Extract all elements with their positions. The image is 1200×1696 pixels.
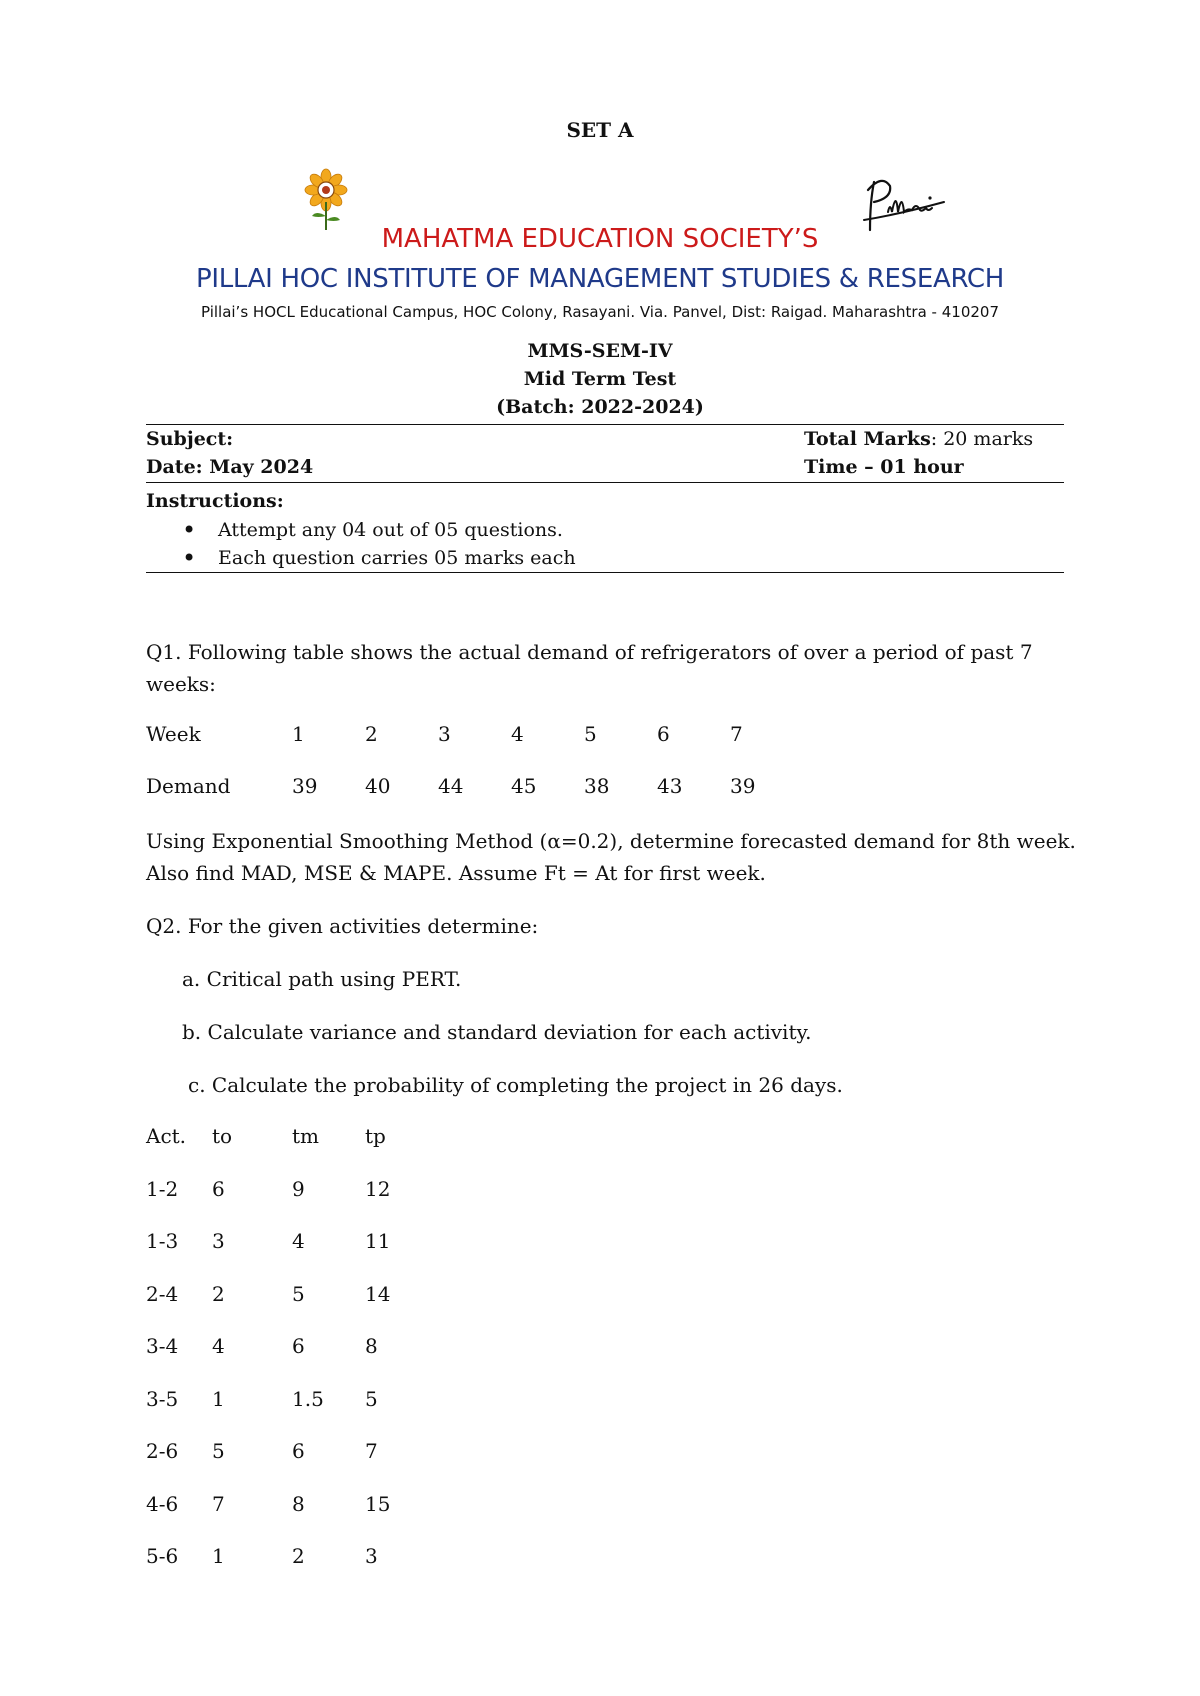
set-label: SET A bbox=[566, 118, 634, 142]
activity-cell: 2-6 bbox=[146, 1439, 179, 1463]
activity-cell: 6 bbox=[292, 1439, 305, 1463]
q2-part-a: a. Critical path using PERT. bbox=[182, 967, 462, 991]
week-cell: 1 bbox=[292, 722, 305, 746]
q1-text-line2: weeks: bbox=[146, 672, 216, 696]
demand-cell: 43 bbox=[657, 774, 683, 798]
total-marks-value: : 20 marks bbox=[930, 428, 1034, 450]
q2-part-b: b. Calculate variance and standard deviation for each activity. bbox=[182, 1020, 812, 1044]
subject-label: Subject: bbox=[146, 428, 234, 450]
activity-cell: 1 bbox=[212, 1386, 225, 1411]
activity-cell: 2 bbox=[292, 1544, 305, 1568]
activity-cell: 5 bbox=[212, 1439, 225, 1463]
demand-cell: 39 bbox=[292, 774, 318, 798]
header-top-rule bbox=[146, 424, 1064, 425]
activity-column-header: tm bbox=[292, 1124, 320, 1148]
instructions-list bbox=[146, 516, 576, 572]
activity-column-header: tp bbox=[365, 1124, 386, 1148]
activity-cell: 5-6 bbox=[146, 1544, 179, 1568]
instruction-item: • Each question carries 05 marks each bbox=[146, 544, 576, 572]
q2-part-c: c. Calculate the probability of completing the project in 26 days. bbox=[188, 1073, 843, 1097]
q1-text-line1: Q1. Following table shows the actual demand of refrigerators of over a period of past 7 bbox=[146, 640, 1033, 664]
total-marks bbox=[804, 428, 1033, 450]
activity-column-header: Act. bbox=[146, 1124, 187, 1148]
week-cell: 4 bbox=[511, 722, 524, 746]
activity-cell: 5 bbox=[365, 1386, 378, 1411]
demand-cell: 38 bbox=[584, 774, 610, 798]
q1-instruction-line2: Also find MAD, MSE & MAPE. Assume Ft = At for first week. bbox=[146, 861, 766, 885]
activity-cell: 8 bbox=[292, 1491, 305, 1516]
demand-cell: 40 bbox=[365, 774, 391, 798]
demand-cell: 44 bbox=[438, 774, 464, 798]
activity-cell: 14 bbox=[365, 1281, 391, 1306]
activity-cell: 3-4 bbox=[146, 1334, 179, 1358]
instruction-item: • Attempt any 04 out of 05 questions. bbox=[146, 516, 576, 544]
time-label: Time – 01 hour bbox=[804, 456, 964, 478]
activity-cell: 9 bbox=[292, 1176, 305, 1201]
demand-cell: 39 bbox=[730, 774, 756, 798]
activity-cell: 11 bbox=[365, 1229, 391, 1253]
activity-cell: 7 bbox=[212, 1491, 225, 1516]
activity-cell: 2 bbox=[212, 1281, 225, 1306]
activity-cell: 4 bbox=[292, 1229, 305, 1253]
q1-row-label: Week bbox=[146, 722, 201, 746]
q1-instruction-line1: Using Exponential Smoothing Method (α=0.2), determine forecasted demand for 8th week. bbox=[146, 829, 1076, 853]
activity-column-header: to bbox=[212, 1124, 233, 1148]
activity-cell: 3-5 bbox=[146, 1386, 179, 1411]
total-marks-label: Total Marks bbox=[804, 428, 931, 450]
activity-cell: 5 bbox=[292, 1281, 305, 1306]
activity-cell: 15 bbox=[365, 1491, 391, 1516]
week-cell: 7 bbox=[730, 722, 743, 746]
activity-cell: 6 bbox=[212, 1176, 225, 1201]
exam-title: Mid Term Test bbox=[523, 368, 677, 390]
batch-label: (Batch: 2022-2024) bbox=[496, 396, 704, 418]
activity-cell: 12 bbox=[365, 1176, 391, 1201]
society-name: MAHATMA EDUCATION SOCIETY’S bbox=[381, 224, 819, 254]
week-cell: 6 bbox=[657, 722, 670, 746]
q2-text: Q2. For the given activities determine: bbox=[146, 914, 539, 938]
activity-cell: 1-3 bbox=[146, 1229, 179, 1253]
week-cell: 3 bbox=[438, 722, 451, 746]
q1-row-label: Demand bbox=[146, 774, 231, 798]
sunflower-logo-icon bbox=[300, 168, 352, 232]
activity-cell: 6 bbox=[292, 1334, 305, 1358]
demand-cell: 45 bbox=[511, 774, 537, 798]
activity-cell: 4-6 bbox=[146, 1491, 179, 1516]
activity-cell: 1-2 bbox=[146, 1176, 179, 1201]
program-label: MMS-SEM-IV bbox=[527, 340, 673, 362]
week-cell: 2 bbox=[365, 722, 378, 746]
instructions-bottom-rule bbox=[146, 572, 1064, 573]
activity-cell: 1 bbox=[212, 1544, 225, 1568]
header-bottom-rule bbox=[146, 482, 1064, 483]
activity-cell: 4 bbox=[212, 1334, 225, 1358]
week-cell: 5 bbox=[584, 722, 597, 746]
instructions-title: Instructions: bbox=[146, 490, 284, 512]
institute-address: Pillai’s HOCL Educational Campus, HOC Colony, Rasayani. Via. Panvel, Dist: Raigad. Maharashtra - 410207 bbox=[200, 303, 1000, 321]
activity-cell: 7 bbox=[365, 1439, 378, 1463]
activity-cell: 2-4 bbox=[146, 1281, 179, 1306]
activity-cell: 1.5 bbox=[292, 1386, 324, 1411]
activity-cell: 3 bbox=[365, 1544, 378, 1568]
date-label: Date: May 2024 bbox=[146, 456, 314, 478]
institute-name: PILLAI HOC INSTITUTE OF MANAGEMENT STUDIES & RESEARCH bbox=[195, 264, 1005, 294]
activity-cell: 3 bbox=[212, 1229, 225, 1253]
activity-cell: 8 bbox=[365, 1334, 378, 1358]
